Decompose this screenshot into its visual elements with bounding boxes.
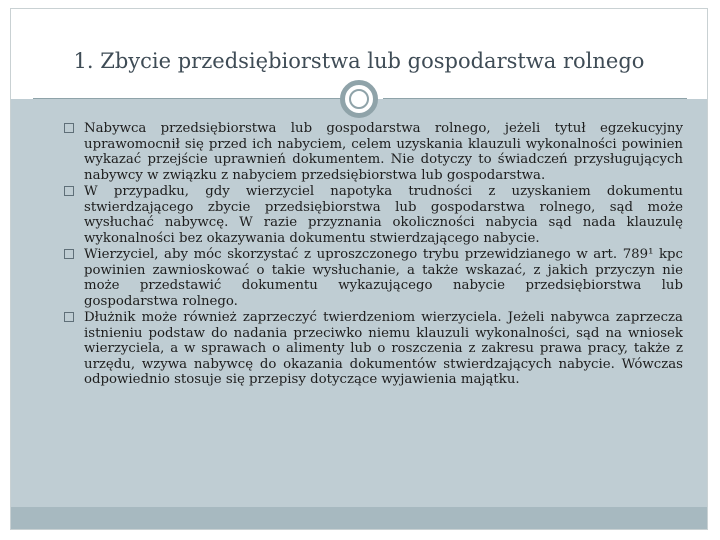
bullet-text: Dłużnik może również zaprzeczyć twierdzeniom wierzyciela. Jeżeli nabywca zaprzecza istnieniu podstaw do nadania przeciwko niemu klauzuli wykonalności, sąd na wniosek wierzyciela, a w sprawach o alimenty lub o roszczenia z zakresu prawa pracy, także z urzędu, wzywa nabywcę do okazania dokumentów stwierdzających nabycie. Wówczas odpowiednio stosuje się przepisy dotyczące wyjawienia majątku. bbox=[84, 310, 683, 387]
bullet-text: Nabywca przedsiębiorstwa lub gospodarstwa rolnego, jeżeli tytuł egzekucyjny uprawomocnił się przed ich nabyciem, celem uzyskania klauzuli wykonalności powinien wykazać przejście uprawnień dokumentem. Nie dotyczy to świadczeń przysługujących nabywcy w związku z nabyciem przedsiębiorstwa lub gospodarstwa. bbox=[84, 121, 683, 183]
square-bullet-icon bbox=[64, 123, 74, 133]
bullet-item bbox=[11, 310, 709, 388]
slide-title: 1. Zbycie przedsiębiorstwa lub gospodarstwa rolnego bbox=[73, 49, 645, 73]
slide bbox=[10, 8, 708, 530]
bullet-text: W przypadku, gdy wierzyciel napotyka trudności z uzyskaniem dokumentu stwierdzającego zbycie przedsiębiorstwa lub gospodarstwa rolnego, sąd może wysłuchać nabywcę. W razie przyznania okoliczności nabycia sąd nada klauzulę wykonalności bez okazywania dokumentu stwierdzającego nabycie. bbox=[84, 184, 683, 246]
decorative-ring-inner bbox=[349, 89, 369, 109]
bullet-item bbox=[11, 247, 709, 309]
square-bullet-icon bbox=[64, 186, 74, 196]
square-bullet-icon bbox=[64, 249, 74, 259]
bullet-item bbox=[11, 184, 709, 246]
bullet-item bbox=[11, 121, 709, 183]
bullet-text: Wierzyciel, aby móc skorzystać z uproszczonego trybu przewidzianego w art. 789¹ kpc powinien zawnioskować o takie wysłuchanie, a także wskazać, z jakich przyczyn nie może przedstawić dokumentu wykazującego nabycie przedsiębiorstwa lub gospodarstwa rolnego. bbox=[84, 247, 683, 309]
footer-band bbox=[11, 507, 707, 529]
bullet-list bbox=[11, 121, 709, 389]
square-bullet-icon bbox=[64, 312, 74, 322]
decorative-ring-icon bbox=[340, 80, 378, 118]
